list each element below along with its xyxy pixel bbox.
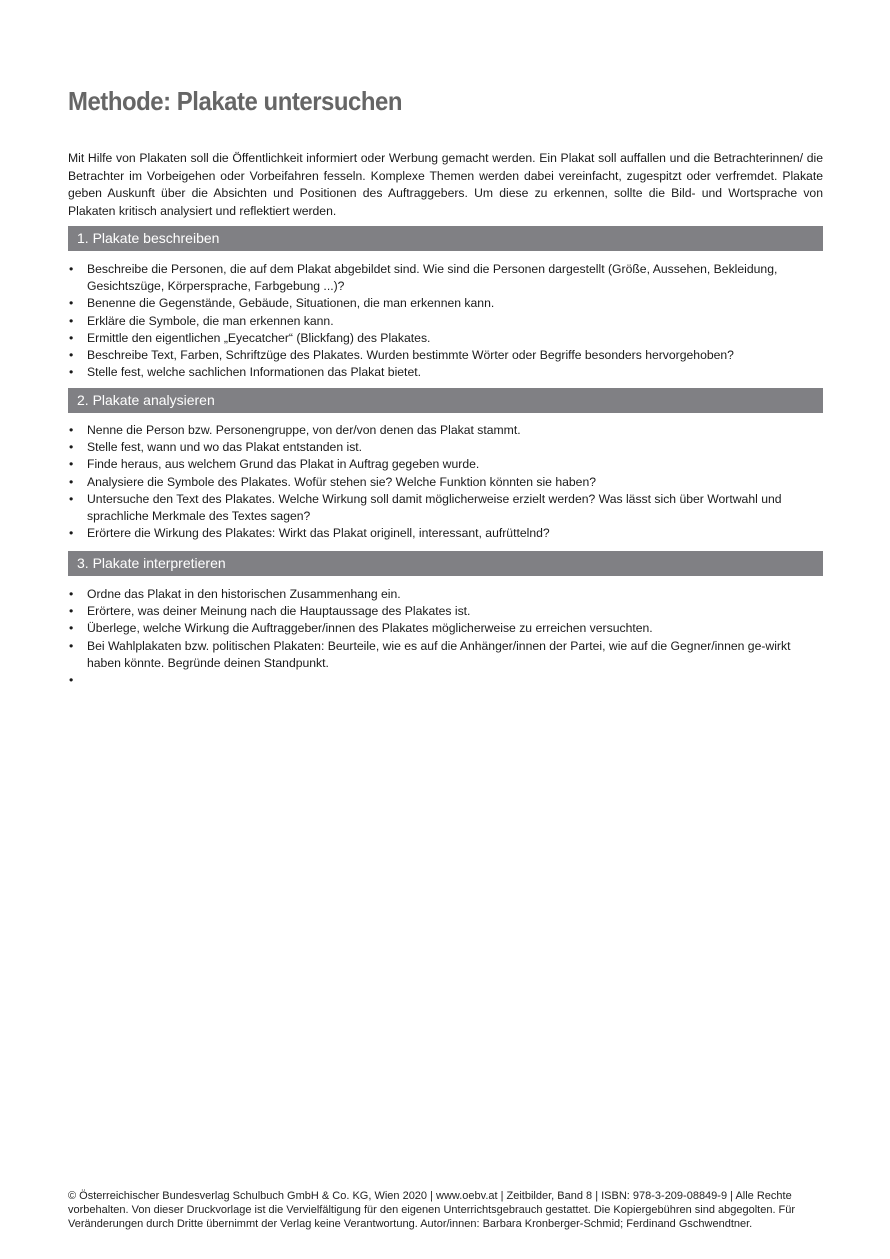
list-item: • Stelle fest, welche sachlichen Informationen das Plakat bietet. <box>68 364 823 381</box>
list-item: • Erörtere die Wirkung des Plakates: Wirkt das Plakat originell, interessant, aufrüttelnd? <box>68 525 823 542</box>
list-item: • Stelle fest, wann und wo das Plakat entstanden ist. <box>68 439 823 456</box>
list-item-empty <box>68 672 823 689</box>
list-item: • Finde heraus, aus welchem Grund das Plakat in Auftrag gegeben wurde. <box>68 456 823 473</box>
section-heading-interpretieren: 3. Plakate interpretieren <box>68 551 823 576</box>
section-heading-analysieren: 2. Plakate analysieren <box>68 388 823 413</box>
list-item: • Ordne das Plakat in den historischen Zusammenhang ein. <box>68 586 823 603</box>
list-item: • Nenne die Person bzw. Personengruppe, von der/von denen das Plakat stammt. <box>68 422 823 439</box>
copyright-footer: © Österreichischer Bundesverlag Schulbuch GmbH & Co. KG, Wien 2020 | www.oebv.at | Zeitbilder, Band 8 | ISBN: 978-3-209-08849-9 | Alle Rechte vorbehalten. Von dieser Druckvorlage ist die Vervielfältigung für den eigenen Unterrichtsgebrauch gestattet. Die Kopiergebühren sind abgegolten. Für Veränderungen durch Dritte übernimmt der Verlag keine Verantwortung. Autor/innen: Barbara Kronberger-Schmid; Ferdinand Gschwendtner. <box>68 1190 796 1230</box>
list-item: • Erkläre die Symbole, die man erkennen kann. <box>68 313 823 330</box>
list-item: • Untersuche den Text des Plakates. Welche Wirkung soll damit möglicherweise erzielt werden? Was lässt sich über Wortwahl und sprachliche Merkmale des Textes sagen? <box>68 491 823 525</box>
list-item: • Beschreibe Text, Farben, Schriftzüge des Plakates. Wurden bestimmte Wörter oder Begriffe besonders hervorgehoben? <box>68 347 823 364</box>
list-item: • Überlege, welche Wirkung die Auftraggeber/innen des Plakates möglicherweise zu erreichen versuchten. <box>68 620 823 637</box>
list-item: • Erörtere, was deiner Meinung nach die Hauptaussage des Plakates ist. <box>68 603 823 620</box>
section-heading-beschreiben: 1. Plakate beschreiben <box>68 226 823 251</box>
list-item: • Analysiere die Symbole des Plakates. Wofür stehen sie? Welche Funktion könnten sie haben? <box>68 474 823 491</box>
bullet-list-analysieren <box>68 422 823 542</box>
list-item: • Benenne die Gegenstände, Gebäude, Situationen, die man erkennen kann. <box>68 295 823 312</box>
bullet-list-interpretieren <box>68 586 823 689</box>
bullet-list-beschreiben <box>68 261 823 381</box>
intro-paragraph: Mit Hilfe von Plakaten soll die Öffentlichkeit informiert oder Werbung gemacht werden. Ein Plakat soll auffallen und die Betrachterinnen/ die Betrachter im Vorbeigehen oder Vorbeifahren fesseln. Komplexe Themen werden dabei vereinfacht, zugespitzt oder verfremdet. Plakate geben Auskunft über die Absichten und Positionen des Auftraggebers. Um diese zu erkennen, sollte die Bild- und Wortsprache von Plakaten kritisch analysiert und reflektiert werden. <box>68 151 823 218</box>
list-item: • Beschreibe die Personen, die auf dem Plakat abgebildet sind. Wie sind die Personen dargestellt (Größe, Aussehen, Bekleidung, Gesichtszüge, Körpersprache, Farbgebung ...)? <box>68 261 823 295</box>
list-item: • Ermittle den eigentlichen „Eyecatcher“ (Blickfang) des Plakates. <box>68 330 823 347</box>
list-item: • Bei Wahlplakaten bzw. politischen Plakaten: Beurteile, wie es auf die Anhänger/innen der Partei, wie auf die Gegner/innen ge-wirkt haben könnte. Begründe deinen Standpunkt. <box>68 638 823 672</box>
page-title: Methode: Plakate untersuchen <box>68 86 403 116</box>
